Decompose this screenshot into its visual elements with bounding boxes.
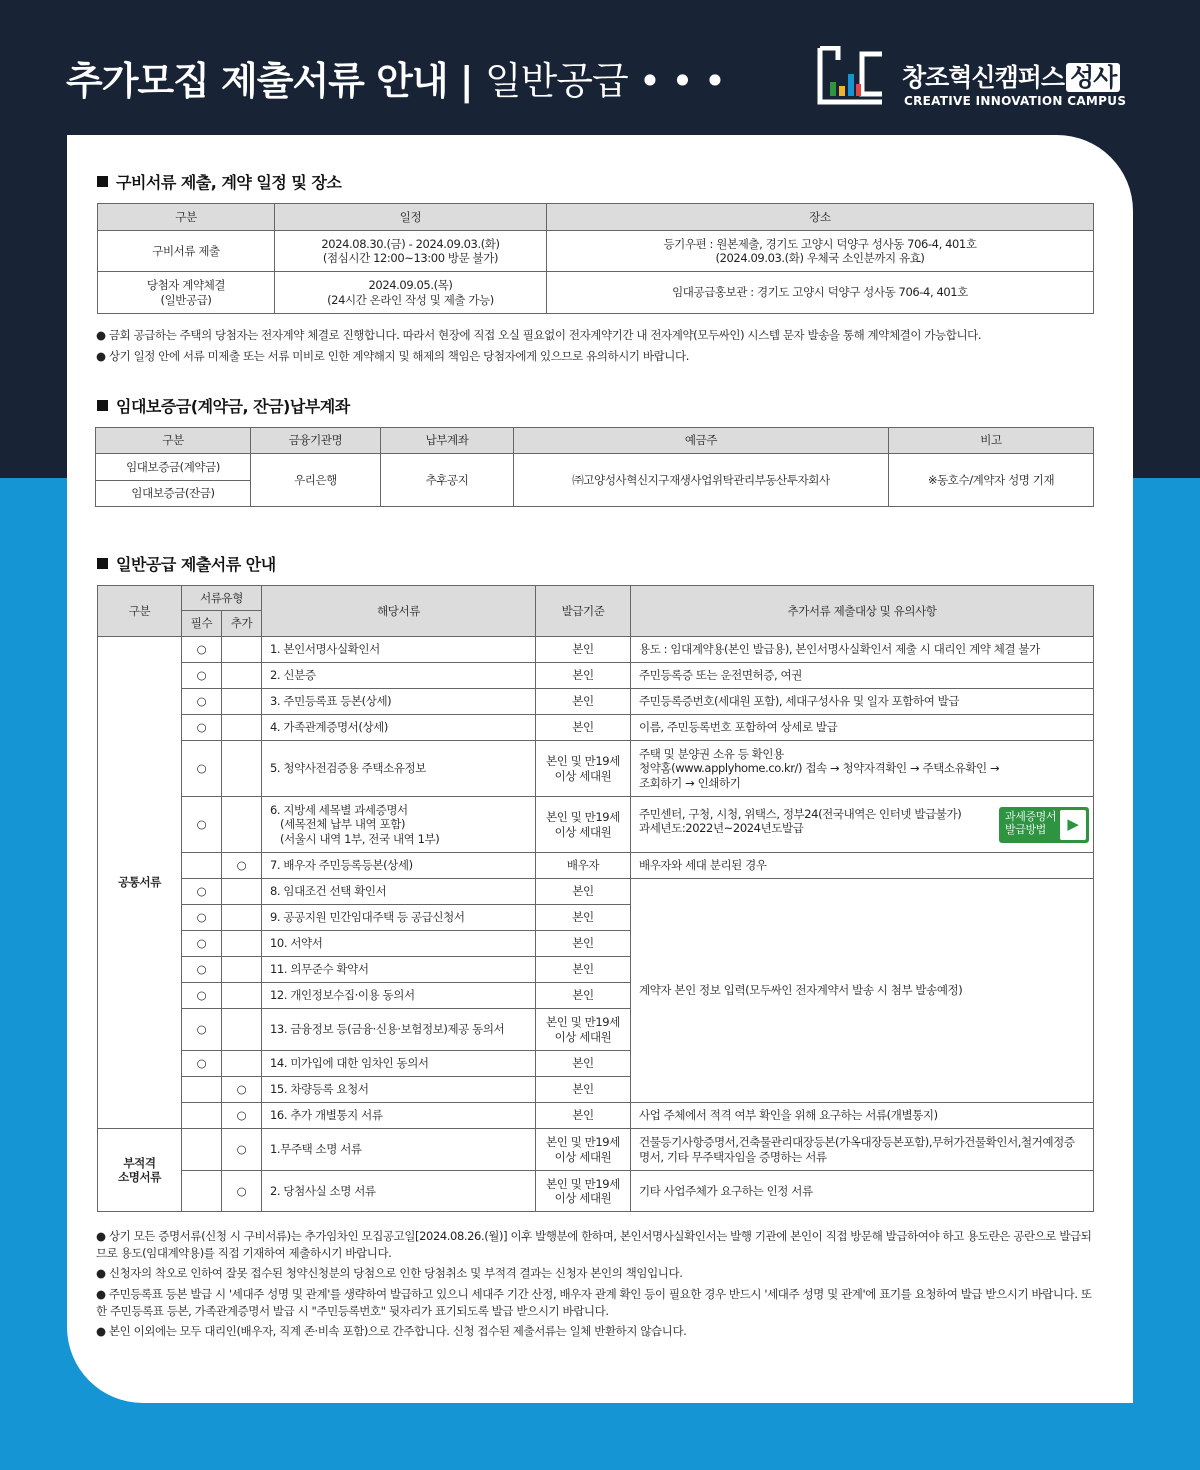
table-row: ○ 10. 서약서 본인 bbox=[98, 931, 1094, 957]
section2-title: 임대보증금(계약금, 잔금)납부계좌 bbox=[97, 394, 350, 417]
schedule-table bbox=[97, 203, 1094, 314]
account-holder: ㈜고양성사혁신지구재생사업위탁관리부동산투자회사 bbox=[514, 454, 889, 507]
common-documents-label: 공통서류 bbox=[98, 637, 182, 1129]
table-row: ○ 4. 가족관계증명서(상세) 본인 이름, 주민등록번호 포함하여 상세로 발급 bbox=[98, 715, 1094, 741]
table-row: ○ 12. 개인정보수집·이용 동의서 본인 bbox=[98, 983, 1094, 1009]
schedule-header-date: 일정 bbox=[275, 204, 547, 231]
table-row: ○ 13. 금융정보 등(금융·신용·보험정보)제공 동의서 본인 및 만19세 이상 세대원 bbox=[98, 1009, 1094, 1051]
table-row: ○ 2. 신분증 본인 주민등록증 또는 운전면허증, 여권 bbox=[98, 663, 1094, 689]
payment-account-table: 구분 금융기관명 납부계좌 예금주 비고 임대보증금(계약금) 우리은행 추후공지 ㈜고양성사혁신지구재생사업위탁관리부동산투자회사 ※동호수/계약자 성명 기재 임대보증금(잔금) bbox=[95, 427, 1094, 507]
remark: ※동호수/계약자 성명 기재 bbox=[889, 454, 1094, 507]
table-row: ○ 6. 지방세 세목별 과세증명서 (세목전체 납부 내역 포함) (서울시 내역 1부, 전국 내역 1부) 본인 및 만19세 이상 세대원 과세증명서 발급방법 ▶ 주민센터, 구청, 시청, 위택스, 정부24(전국내역은 인터넷 발급불가) 과세년도:2022년~2024년도발급 bbox=[98, 797, 1094, 853]
section1-notes: ● 금회 공급하는 주택의 당첨자는 전자계약 체결로 진행합니다. 따라서 현장에 직접 오실 필요없이 전자계약기간 내 전자계약(모두싸인) 시스템 문자 발송을 통해 계약체결이 가능합니다. ● 상기 일정 안에 서류 미제출 또는 서류 미비로 인한 계약해지 및 해제의 책임은 당첨자에게 있으므로 유의하시기 바랍니다. bbox=[96, 328, 982, 363]
table-row: 구비서류 제출 2024.08.30.(금) - 2024.09.03.(화) (점심시간 12:00~13:00 방문 불가) 등기우편 : 원본제출, 경기도 고양시 덕양구 성사동 706-4, 401호 (2024.09.03.(화) 우체국 소인분까지 유효) bbox=[98, 231, 1094, 272]
logo-badge: 성사 bbox=[1066, 63, 1120, 92]
table-row: 임대보증금(잔금) bbox=[96, 481, 1094, 507]
table-row: 부적격 소명서류 ○ 1.무주택 소명 서류 본인 및 만19세 이상 세대원 건물등기사항증명서,건축물관리대장등본(가옥대장등본포함),무허가건물확인서,철거예정증 명서, 기타 무주택자임을 증명하는 서류 bbox=[98, 1129, 1094, 1171]
page-title: 추가모집 제출서류 안내 | 일반공급 • • • bbox=[66, 59, 726, 103]
campus-logo bbox=[816, 46, 1136, 110]
campus-logo-icon bbox=[816, 46, 886, 108]
table-row: ○ 11. 의무준수 확약서 본인 bbox=[98, 957, 1094, 983]
table-row: ○ 14. 미가입에 대한 임차인 동의서 본인 bbox=[98, 1051, 1094, 1077]
logo-english-text: CREATIVE INNOVATION CAMPUS bbox=[904, 94, 1127, 108]
section3-title: 일반공급 제출서류 안내 bbox=[97, 552, 276, 575]
disqualification-documents-label: 부적격 소명서류 bbox=[98, 1129, 182, 1212]
schedule-header-place: 장소 bbox=[547, 204, 1094, 231]
table-row: ○ 7. 배우자 주민등록등본(상세) 배우자 배우자와 세대 분리된 경우 bbox=[98, 853, 1094, 879]
tax-certificate-guide-button[interactable]: 과세증명서 발급방법 ▶ bbox=[999, 807, 1089, 843]
table-row: ○ 2. 당첨사실 소명 서류 본인 및 만19세 이상 세대원 기타 사업주체가 요구하는 인정 서류 bbox=[98, 1171, 1094, 1212]
table-row: 공통서류 ○ 1. 본인서명사실확인서 본인 용도 : 임대계약용(본인 발급용), 본인서명사실확인서 제출 시 대리인 계약 체결 불가 bbox=[98, 637, 1094, 663]
table-row: ○ 8. 임대조건 선택 확인서 본인 계약자 본인 정보 입력(모두싸인 전자계약서 발송 시 첨부 발송예정) bbox=[98, 879, 1094, 905]
schedule-header-category: 구분 bbox=[98, 204, 275, 231]
account-number: 추후공지 bbox=[381, 454, 514, 507]
section3-notes: ● 상기 모든 증명서류(신청 시 구비서류)는 추가임차인 모집공고일[2024.08.26.(월)] 이후 발행분에 한하며, 본인서명사실확인서는 발행 기관에 본인이 직접 방문해 발급하여야 하고 용도란은 공란으로 발급되므로 용도(임대계약용)를 직접 기재하여 제출하시기 바랍니다. ● 신청자의 착오로 인하여 잘못 접수된 청약신청분의 당첨으로 인한 당첨취소 및 부적격 결과는 신청자 본인의 책임입니다. ● 주민등록표 등본 발급 시 '세대주 성명 및 관계'를 생략하여 발급하고 있으니 세대주 기간 산정, 배우자 관계 확인 등이 필요한 경우 반드시 '세대주 성명 및 관계'에 표기를 요청하여 발급 받으시기 바랍니다. 또한 주민등록표 등본, 가족관계증명서 발급 시 "주민등록번호" 뒷자리가 표기되도록 발급 받으시기 바랍니다. ● 본인 이외에는 모두 대리인(배우자, 직계 존·비속 포함)으로 간주합니다. 신청 접수된 제출서류는 일체 반환하지 않습니다. bbox=[96, 1229, 1092, 1339]
table-row: 당첨자 계약체결 (일반공급) 2024.09.05.(목) (24시간 온라인 작성 및 제출 가능) 임대공급홍보관 : 경기도 고양시 덕양구 성사동 706-4, 401호 bbox=[98, 272, 1094, 314]
contract-info-note: 계약자 본인 정보 입력(모두싸인 전자계약서 발송 시 첨부 발송예정) bbox=[631, 879, 1094, 1103]
documents-table: 구분 서류유형 해당서류 발급기준 추가서류 제출대상 및 유의사항 필수 추가 공통서류 ○ 1. 본인서명사실확인서 본인 용도 : 임대계약용(본인 발급용), 본인서명사실확인서 제출 시 대리인 계약 체결 불가 ○ 2. 신분증 본인 주민등록증 또는 운전면허증, 여권 ○ 3. 주민등록표 등본(상세) 본인 주민등록증번호(세대원 포함), 세대구성사유 및 일자 포함하여 발급 ○ 4. 가족관계증명서(상세) 본인 이름, 주민등록번호 포함하여 상세로 발급 ○ 5. 청약사전검증용 주택소유정보 본인 및 만19세 이상 세대원 주택 및 분양권 소유 등 확인용 청약홈(www.applyhome.co.kr/) 접속 → 청약자격확인 → 주택소유확인 → 조회하기 → 인쇄하기 ○ 6. 지방세 세목별 과세증명서 (세목전체 납부 내역 포함) (서울시 내역 1부, 전국 내역 1부) 본인 및 만19세 이상 세대원 과세증명서 발급방법 ▶ 주민센터, 구청, 시청, 위택스, 정부24(전국내역은 인터넷 발급불가) 과세년도:2022년~2024년도발급 ○ 7. 배우자 주민등록등본(상세) 배우자 배우자와 세대 분리된 경우 ○ 8. 임대조건 선택 확인서 본인 계약자 본인 정보 입력(모두싸인 전자계약서 발송 시 첨부 발송예정) ○ 9. 공공지원 민간임대주택 등 공급신청서 본인 ○ 10. 서약서 본인 ○ 11. 의무준수 확약서 본인 ○ 12. 개인정보수집·이용 동의서 본인 ○ 13. 금융정보 등(금융·신용·보험정보)제공 동의서 본인 및 만19세 이상 세대원 ○ 14. 미가입에 대한 임차인 동의서 본인 ○ 15. 차량등록 요청서 본인 ○ 16. 추가 개별통지 서류 본인 사업 주체에서 적격 여부 확인을 위해 요구하는 서류(개별통지) 부적격 소명서류 ○ 1.무주택 소명 서류 본인 및 만19세 이상 세대원 건물등기사항증명서,건축물관리대장등본(가옥대장등본포함),무허가건물확인서,철거예정증 명서, 기타 무주택자임을 증명하는 서류 ○ 2. 당첨사실 소명 서류 본인 및 만19세 이상 세대원 기타 사업주체가 요구하는 인정 서류 bbox=[97, 585, 1094, 1212]
play-arrow-icon: ▶ bbox=[1060, 810, 1086, 840]
page-header bbox=[0, 0, 1200, 135]
section1-title: 구비서류 제출, 계약 일정 및 장소 bbox=[97, 170, 341, 193]
table-row: ○ 9. 공공지원 민간임대주택 등 공급신청서 본인 bbox=[98, 905, 1094, 931]
table-row: ○ 5. 청약사전검증용 주택소유정보 본인 및 만19세 이상 세대원 주택 및 분양권 소유 등 확인용 청약홈(www.applyhome.co.kr/) 접속 → 청약자격확인 → 주택소유확인 → 조회하기 → 인쇄하기 bbox=[98, 741, 1094, 797]
table-row: ○ 15. 차량등록 요청서 본인 bbox=[98, 1077, 1094, 1103]
table-row: 임대보증금(계약금) 우리은행 추후공지 ㈜고양성사혁신지구재생사업위탁관리부동산투자회사 ※동호수/계약자 성명 기재 bbox=[96, 454, 1094, 481]
table-row: ○ 16. 추가 개별통지 서류 본인 사업 주체에서 적격 여부 확인을 위해 요구하는 서류(개별통지) bbox=[98, 1103, 1094, 1129]
bank-name: 우리은행 bbox=[251, 454, 381, 507]
table-row: ○ 3. 주민등록표 등본(상세) 본인 주민등록증번호(세대원 포함), 세대구성사유 및 일자 포함하여 발급 bbox=[98, 689, 1094, 715]
logo-korean-text: 창조혁신캠퍼스 성사 bbox=[902, 58, 1120, 94]
